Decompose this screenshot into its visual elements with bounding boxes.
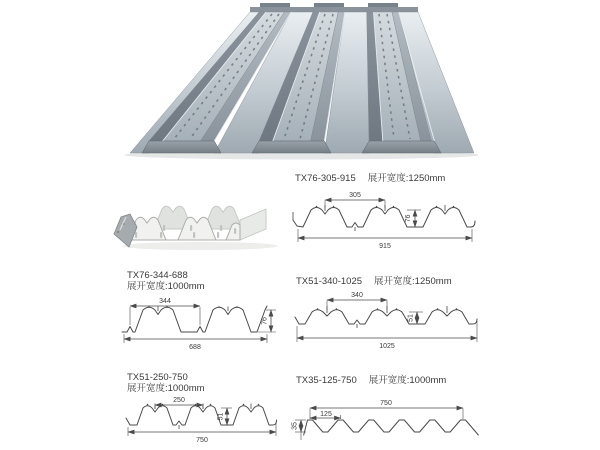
photo-shadow xyxy=(122,242,278,250)
profile-diagram xyxy=(90,394,290,448)
pitch-dim-label: 344 xyxy=(159,298,171,305)
height-dim-label: 76 xyxy=(405,214,412,223)
cover-dimension xyxy=(297,321,477,350)
cover-dimension xyxy=(128,423,276,444)
height-dimension xyxy=(408,312,424,324)
height-dimension xyxy=(258,310,276,332)
cover-dimension xyxy=(310,400,463,419)
drawing-tx76-344-688 xyxy=(90,270,295,352)
pitch-dimension xyxy=(155,397,203,409)
drawing-tx51-340-1025 xyxy=(290,276,495,352)
profile-diagram xyxy=(290,290,490,352)
drawing-title: TX76-305-915 xyxy=(295,173,356,184)
main-deck-photo xyxy=(122,0,478,162)
height-dim-label: 51 xyxy=(407,314,415,322)
height-dim-label: 51 xyxy=(217,412,225,421)
sheet-end-face xyxy=(240,209,266,240)
height-dim-label: 76 xyxy=(261,317,269,325)
profile-diagram xyxy=(90,294,290,352)
drawing-title: TX51-340-1025 xyxy=(296,276,363,287)
cover-dimension xyxy=(124,334,267,351)
cover-dim-label: 915 xyxy=(379,243,391,250)
height-dimension xyxy=(292,420,307,440)
profile-diagram xyxy=(290,394,490,450)
profile-outline xyxy=(293,205,475,231)
drawing-tx51-250-750 xyxy=(90,372,295,448)
drawing-title: TX76-344-688 xyxy=(127,270,188,281)
pitch-dim-label: 340 xyxy=(351,292,363,299)
pitch-dim-label: 305 xyxy=(349,192,361,199)
profile-diagram xyxy=(290,184,485,254)
cover-dim-label: 688 xyxy=(189,344,201,351)
pitch-dimension xyxy=(325,192,385,208)
pitch-dimension xyxy=(310,411,341,419)
cover-dim-label: 750 xyxy=(380,400,392,407)
drawing-unfold-width: 展开宽度:1250mm xyxy=(374,276,452,287)
drawing-title: TX35-125-750 xyxy=(296,375,357,386)
cover-dim-label: 750 xyxy=(196,437,208,444)
height-dim-label: 35 xyxy=(291,422,299,430)
detail-samples-photo xyxy=(108,188,288,254)
profile-outline xyxy=(295,306,477,328)
height-dimension xyxy=(405,210,421,227)
drawing-unfold-width: 展开宽度:1000mm xyxy=(127,281,205,292)
drawing-unfold-width: 展开宽度:1000mm xyxy=(127,383,205,394)
drawing-title: TX51-250-750 xyxy=(127,372,188,383)
deck-back-edge xyxy=(250,3,418,13)
profile-outline xyxy=(126,404,277,430)
pitch-dimension xyxy=(327,292,387,310)
drawing-tx76-305-915 xyxy=(290,173,490,254)
drawing-tx35-125-750 xyxy=(290,375,495,450)
cover-dimension xyxy=(298,229,472,250)
cover-dim-label: 1025 xyxy=(379,343,395,350)
drawing-unfold-width: 展开宽度:1250mm xyxy=(367,173,446,184)
deck-front-edge xyxy=(142,141,441,153)
profile-outline xyxy=(304,420,479,435)
drawing-unfold-width: 展开宽度:1000mm xyxy=(368,375,447,386)
bare-metal-piece xyxy=(114,214,137,247)
pitch-dim-label: 250 xyxy=(173,397,185,404)
profile-outline xyxy=(122,306,267,332)
pitch-dimension xyxy=(130,298,200,325)
pitch-dim-label: 125 xyxy=(320,411,332,418)
